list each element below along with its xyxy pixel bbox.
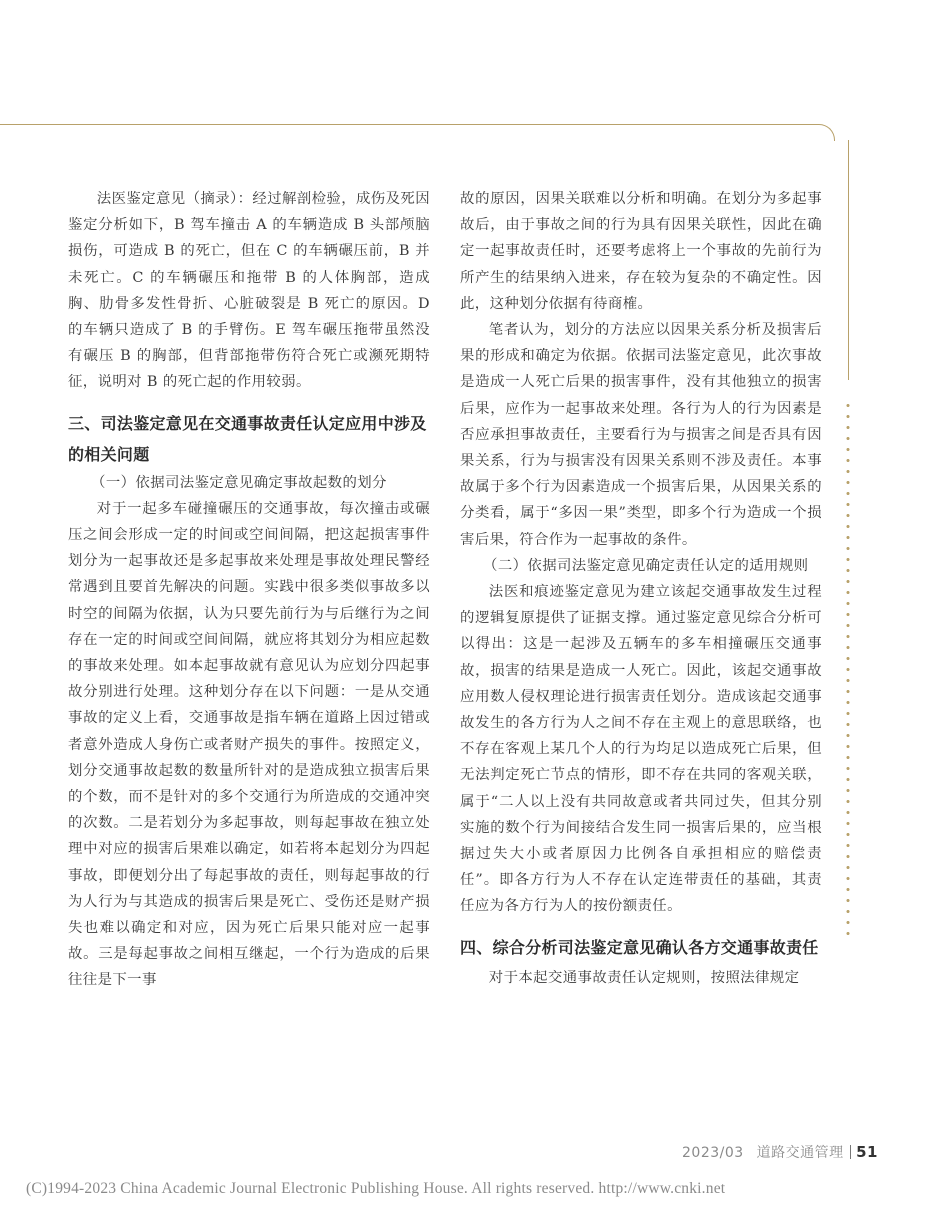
subheading-1: （一）依据司法鉴定意见确定事故起数的划分 <box>91 474 387 491</box>
paragraph: 故的原因，因果关联难以分析和明确。在划分为多起事故后，由于事故之间的行为具有因果关联性，因此在确定一起事故责任时，还要考虑将上一个事故的先前行为所产生的结果纳入进来，存在较为复杂的不确定性。因此，这种划分依据有待商榷。 <box>460 191 822 312</box>
copyright-notice: (C)1994-2023 China Academic Journal Electronic Publishing House. All rights reserved. http://www.cnki.net <box>26 1180 726 1197</box>
page-number: 51 <box>856 1143 878 1161</box>
header-rule-vertical <box>848 140 849 380</box>
page-footer <box>682 1142 878 1162</box>
paragraph: 法医和痕迹鉴定意见为建立该起交通事故发生过程的逻辑复原提供了证据支撑。通过鉴定意见综合分析可以得出：这是一起涉及五辆车的多车相撞碾压交通事故，损害的结果是造成一人死亡。因此，该起交通事故应用数人侵权理论进行损害责任划分。造成该起交通事故发生的各方行为人之间不存在主观上的意思联络，也不存在客观上某几个人的行为均足以造成死亡后果，但无法判定死亡节点的情形，即不存在共同的客观关联，属于“二人以上没有共同故意或者共同过失，但其分别实施的数个行为间接结合发生同一损害后果的，应当根据过失大小或者原因力比例各自承担相应的赔偿责任”。即各方行为人不存在认定连带责任的基础，其责任应为各方行为人的按份额责任。 <box>460 584 822 915</box>
left-column <box>68 186 430 994</box>
paragraph: 法医鉴定意见（摘录）：经过解剖检验，成伤及死因鉴定分析如下，B 驾车撞击 A 的车辆造成 B 头部颅脑损伤，可造成 B 的死亡，但在 C 的车辆碾压前，B 并未死亡。C 的车辆碾压和拖带 B 的人体胸部，造成胸、肋骨多发性骨折、心脏破裂是 B 死亡的原因。D 的车辆只造成了 B 的手臂伤。E 驾车碾压拖带虽然没有碾压 B 的胸部，但背部拖带伤符合死亡或濒死期特征，说明对 B 的死亡起的作用较弱。 <box>68 191 430 391</box>
header-rule <box>0 124 835 141</box>
paragraph: 对于一起多车碰撞碾压的交通事故，每次撞击或碾压之间会形成一定的时间或空间间隔，把这起损害事件划分为一起事故还是多起事故来处理是事故处理民警经常遇到且要首先解决的问题。实践中很多类似事故多以时空的间隔为依据，认为只要先前行为与后继行为之间存在一定的时间或空间间隔，就应将其划分为相应起数的事故来处理。如本起事故就有意见认为应划分四起事故分别进行处理。这种划分存在以下问题：一是从交通事故的定义上看，交通事故是指车辆在道路上因过错或者意外造成人身伤亡或者财产损失的事件。按照定义，划分交通事故起数的数量所针对的是造成独立损害后果的个数，而不是针对的多个交通行为所造成的交通冲突的次数。二是若划分为多起事故，则每起事故在独立处理中对应的损害后果难以确定，如若将本起划分为四起事故，即便划分出了每起事故的责任，则每起事故的行为人行为与其造成的损害后果是死亡、受伤还是财产损失也难以确定和对应，因为死亡后果只能对应一起事故。三是每起事故之间相互继起，一个行为造成的后果往往是下一事 <box>68 500 430 989</box>
subheading-2: （二）依据司法鉴定意见确定责任认定的适用规则 <box>483 557 809 574</box>
issue-date: 2023/03 <box>682 1145 744 1161</box>
section-heading-3: 三、司法鉴定意见在交通事故责任认定应用中涉及的相关问题 <box>68 413 427 464</box>
paragraph: 笔者认为，划分的方法应以因果关系分析及损害后果的形成和确定为依据。依据司法鉴定意见，此次事故是造成一人死亡后果的损害事件，没有其他独立的损害后果，应作为一起事故来处理。各行为人的行为因素是否应承担事故责任，主要看行为与损害之间是否具有因果关系，行为与损害没有因果关系则不涉及责任。本事故属于多个行为因素造成一个损害后果，从因果关系的分类看，属于“多因一果”类型，即多个行为造成一个损害后果，符合作为一起事故的条件。 <box>460 322 822 548</box>
dotted-margin-line <box>846 400 850 940</box>
paragraph: 对于本起交通事故责任认定规则，按照法律规定 <box>488 969 800 986</box>
section-heading-4: 四、综合分析司法鉴定意见确认各方交通事故责任 <box>460 937 819 957</box>
journal-name: 道路交通管理 <box>756 1145 844 1161</box>
right-column <box>460 186 822 991</box>
footer-divider <box>850 1145 852 1159</box>
